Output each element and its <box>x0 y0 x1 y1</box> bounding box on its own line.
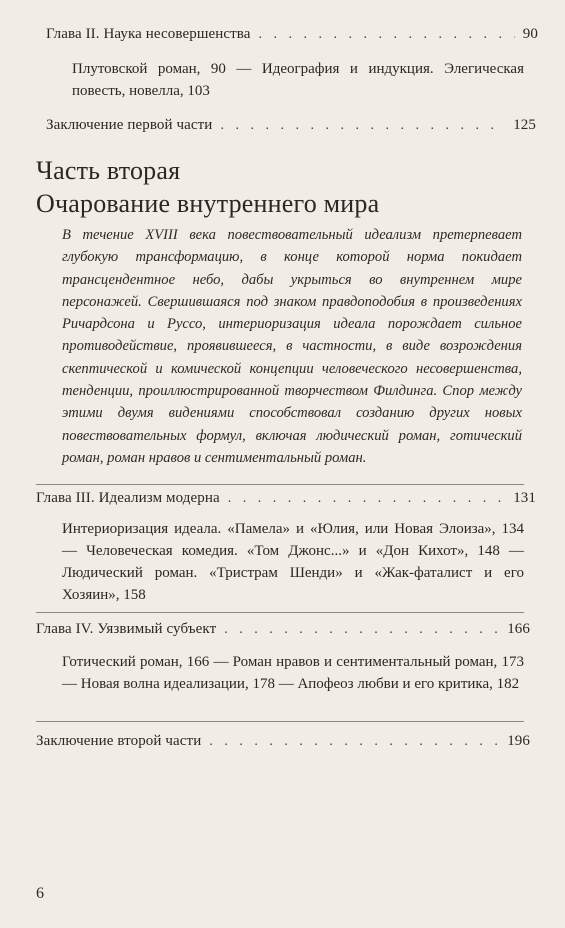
toc-entry-title: Глава IV. Уязвимый субъект <box>36 621 217 637</box>
toc-subentries-chapter-3: Интериоризация идеала. «Памела» и «Юлия, или Новая Элоиза», 134 — Человеческая комедия. «Том Джонс...» и «Дон Кихот», 148 — Людический роман. «Тристрам Шенди» и «Жак-фаталист и его Хозяин», 158 <box>62 521 524 603</box>
toc-entry-chapter-3 <box>36 490 536 507</box>
part-title-line-1: Часть вторая <box>36 156 181 185</box>
toc-subentries-chapter-2: Плутовской роман, 90 — Идеография и индукция. Элегическая повесть, новелла, 103 <box>72 61 524 99</box>
dot-leader <box>220 118 505 134</box>
toc-entry-page: 196 <box>507 733 530 749</box>
toc-entry-title: Заключение второй части <box>36 733 202 749</box>
dot-leader <box>224 622 499 638</box>
toc-entry-page: 125 <box>513 117 536 133</box>
toc-entry-conclusion-part-2 <box>36 733 530 750</box>
toc-entry-title: Глава III. Идеализм модерна <box>36 490 220 506</box>
toc-entry-title: Заключение первой части <box>46 117 213 133</box>
divider <box>36 721 524 722</box>
divider <box>36 484 524 485</box>
toc-entry-page: 166 <box>507 621 530 637</box>
divider <box>36 612 524 613</box>
dot-leader <box>259 27 515 43</box>
toc-entry-page: 90 <box>522 26 538 42</box>
page-number: 6 <box>36 885 44 902</box>
part-intro-paragraph: В течение XVIII века повествовательный идеализм претерпевает глубокую трансформацию, в конце которой норма покидает трансцендентное небо, дабы укрыться во внутреннем мире персонажей. Свершившаяся под знаком правдоподобия в произведениях Ричардсона и Руссо, интериоризация идеала порождает сильное противодействие, проявившееся, в частности, в виде возрождения скептической и комической концепции человеческого несовершенства, тенденции, проиллюстрированной творчеством Филдинга. Спор между этими двумя видениями способствовал созданию других новых повествовательных формул, включая людический роман, готический роман, роман нравов и сентиментальный роман. <box>62 227 522 466</box>
dot-leader <box>228 491 505 507</box>
toc-entry-page: 131 <box>513 490 536 506</box>
dot-leader <box>209 734 499 750</box>
toc-entry-title: Глава II. Наука несовершенства <box>46 26 251 42</box>
toc-entry-chapter-4 <box>36 621 530 638</box>
toc-entry-chapter-2 <box>46 26 538 43</box>
part-title-line-2: Очарование внутреннего мира <box>36 189 380 218</box>
toc-subentries-chapter-4: Готический роман, 166 — Роман нравов и сентиментальный роман, 173 — Новая волна идеализации, 178 — Апофеоз любви и его критика, 182 <box>62 654 524 692</box>
toc-entry-conclusion-part-1 <box>46 117 536 134</box>
